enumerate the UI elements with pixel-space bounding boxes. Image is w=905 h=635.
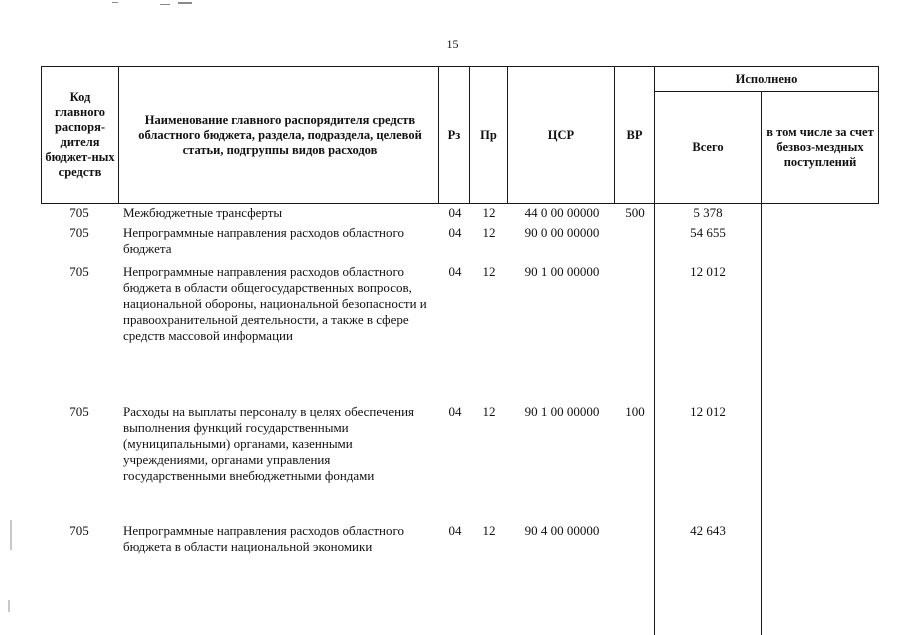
row-name: Межбюджетные трансферты — [123, 205, 283, 220]
header-code: Код главного распоря-дителя бюджет-ных средств — [45, 90, 115, 179]
row-rz: 04 — [448, 404, 462, 419]
row-csr: 44 0 00 00000 — [524, 205, 600, 220]
scan-mark — [112, 2, 118, 3]
row-code: 705 — [69, 404, 89, 419]
scan-mark — [8, 600, 10, 612]
row-pr: 12 — [482, 205, 496, 220]
row-total: 5 378 — [693, 205, 723, 220]
header-bottom-border — [41, 203, 879, 204]
column-divider — [761, 203, 762, 635]
row-pr: 12 — [482, 404, 496, 419]
row-name: Непрограммные направления расходов областного бюджета — [123, 225, 404, 256]
header-free: в том числе за счет безвоз-мездных поступлений — [766, 124, 874, 169]
row-name: Непрограммные направления расходов областного бюджета в области общегосударственных вопросов, национальной обороны, национальной безопасности и правоохранительной деятельности, а также в сфере средств массовой информации — [123, 264, 427, 343]
row-total: 12 012 — [690, 404, 726, 419]
row-total: 54 655 — [690, 225, 726, 240]
row-total: 12 012 — [690, 264, 726, 279]
row-name: Непрограммные направления расходов областного бюджета в области национальной экономики — [123, 523, 404, 554]
column-divider — [118, 66, 119, 203]
page-number: 15 — [446, 37, 459, 51]
row-csr: 90 4 00 00000 — [524, 523, 600, 538]
row-rz: 04 — [448, 225, 462, 240]
row-name: Расходы на выплаты персоналу в целях обеспечения выполнения функций государственными (муниципальными) органами, казенными учреждениями, органами управления государственными внебюджетными фондами — [123, 404, 415, 483]
header-csr: ЦСР — [547, 127, 575, 142]
header-vr: ВР — [626, 127, 643, 142]
scan-mark — [10, 520, 12, 550]
row-rz: 04 — [448, 264, 462, 279]
column-divider — [878, 66, 879, 203]
row-pr: 12 — [482, 225, 496, 240]
scan-mark — [178, 2, 192, 4]
row-code: 705 — [69, 264, 89, 279]
row-rz: 04 — [448, 205, 462, 220]
scan-mark — [160, 4, 170, 5]
row-vr: 100 — [625, 404, 645, 419]
row-csr: 90 1 00 00000 — [524, 264, 600, 279]
row-rz: 04 — [448, 523, 462, 538]
executed-divider — [655, 91, 879, 92]
column-divider — [654, 203, 655, 635]
row-code: 705 — [69, 205, 89, 220]
row-code: 705 — [69, 523, 89, 538]
row-csr: 90 0 00 00000 — [524, 225, 600, 240]
row-csr: 90 1 00 00000 — [524, 404, 600, 419]
row-pr: 12 — [482, 264, 496, 279]
column-divider — [41, 66, 42, 203]
header-rz: Рз — [447, 127, 461, 142]
header-total: Всего — [692, 139, 724, 154]
header-name: Наименование главного распорядителя средств областного бюджета, раздела, подраздела, целевой статьи, подгруппы видов расходов — [138, 112, 422, 157]
row-vr: 500 — [625, 205, 645, 220]
row-total: 42 643 — [690, 523, 726, 538]
table-top-border — [41, 66, 879, 67]
row-pr: 12 — [482, 523, 496, 538]
header-executed: Исполнено — [735, 71, 798, 86]
column-divider — [761, 91, 762, 203]
header-pr: Пр — [480, 127, 497, 142]
row-code: 705 — [69, 225, 89, 240]
